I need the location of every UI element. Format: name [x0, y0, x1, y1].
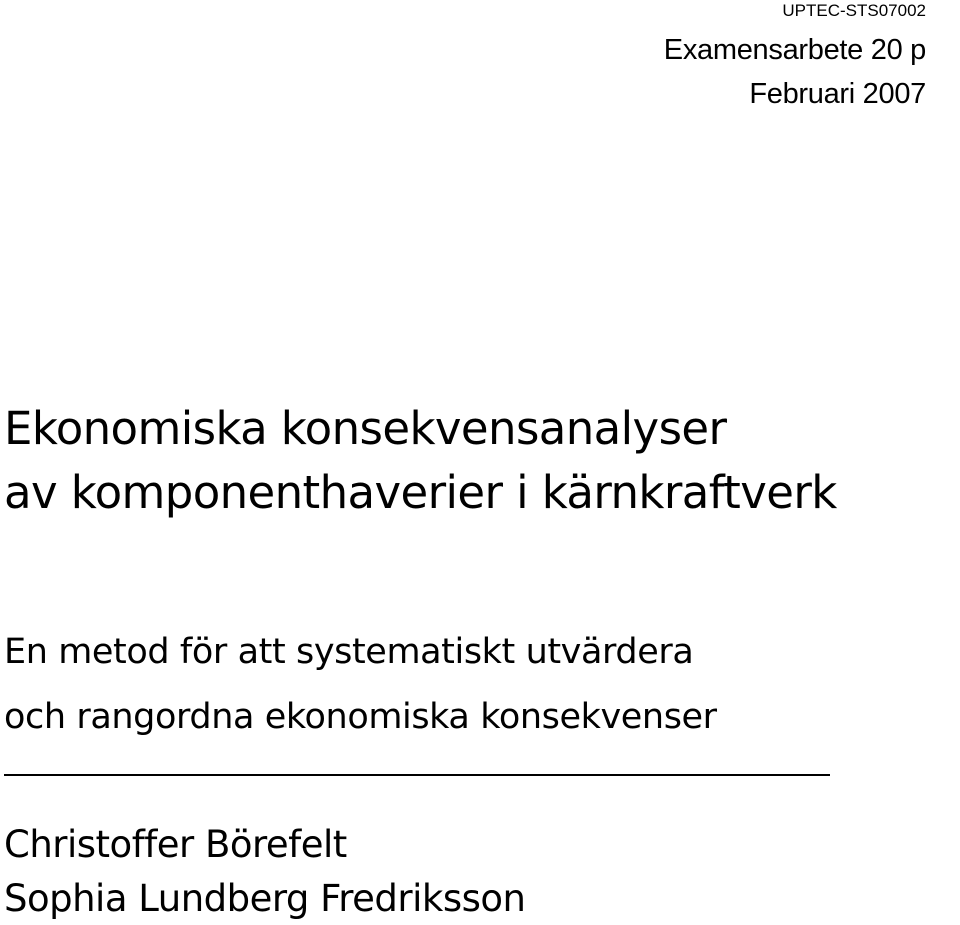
subtitle-line-2: och rangordna ekonomiska konsekvenser	[4, 697, 717, 737]
divider-rule	[4, 774, 830, 776]
subtitle-line-1: En metod för att systematiskt utvärdera	[4, 632, 694, 672]
report-id: UPTEC-STS07002	[782, 1, 926, 20]
author-name: Christoffer Börefelt	[4, 823, 347, 866]
date-label: Februari 2007	[749, 78, 926, 110]
author-name: Sophia Lundberg Fredriksson	[4, 877, 526, 920]
course-label: Examensarbete 20 p	[663, 34, 926, 66]
title-line-1: Ekonomiska konsekvensanalyser	[4, 402, 727, 455]
title-line-2: av komponenthaverier i kärnkraftverk	[4, 466, 837, 519]
